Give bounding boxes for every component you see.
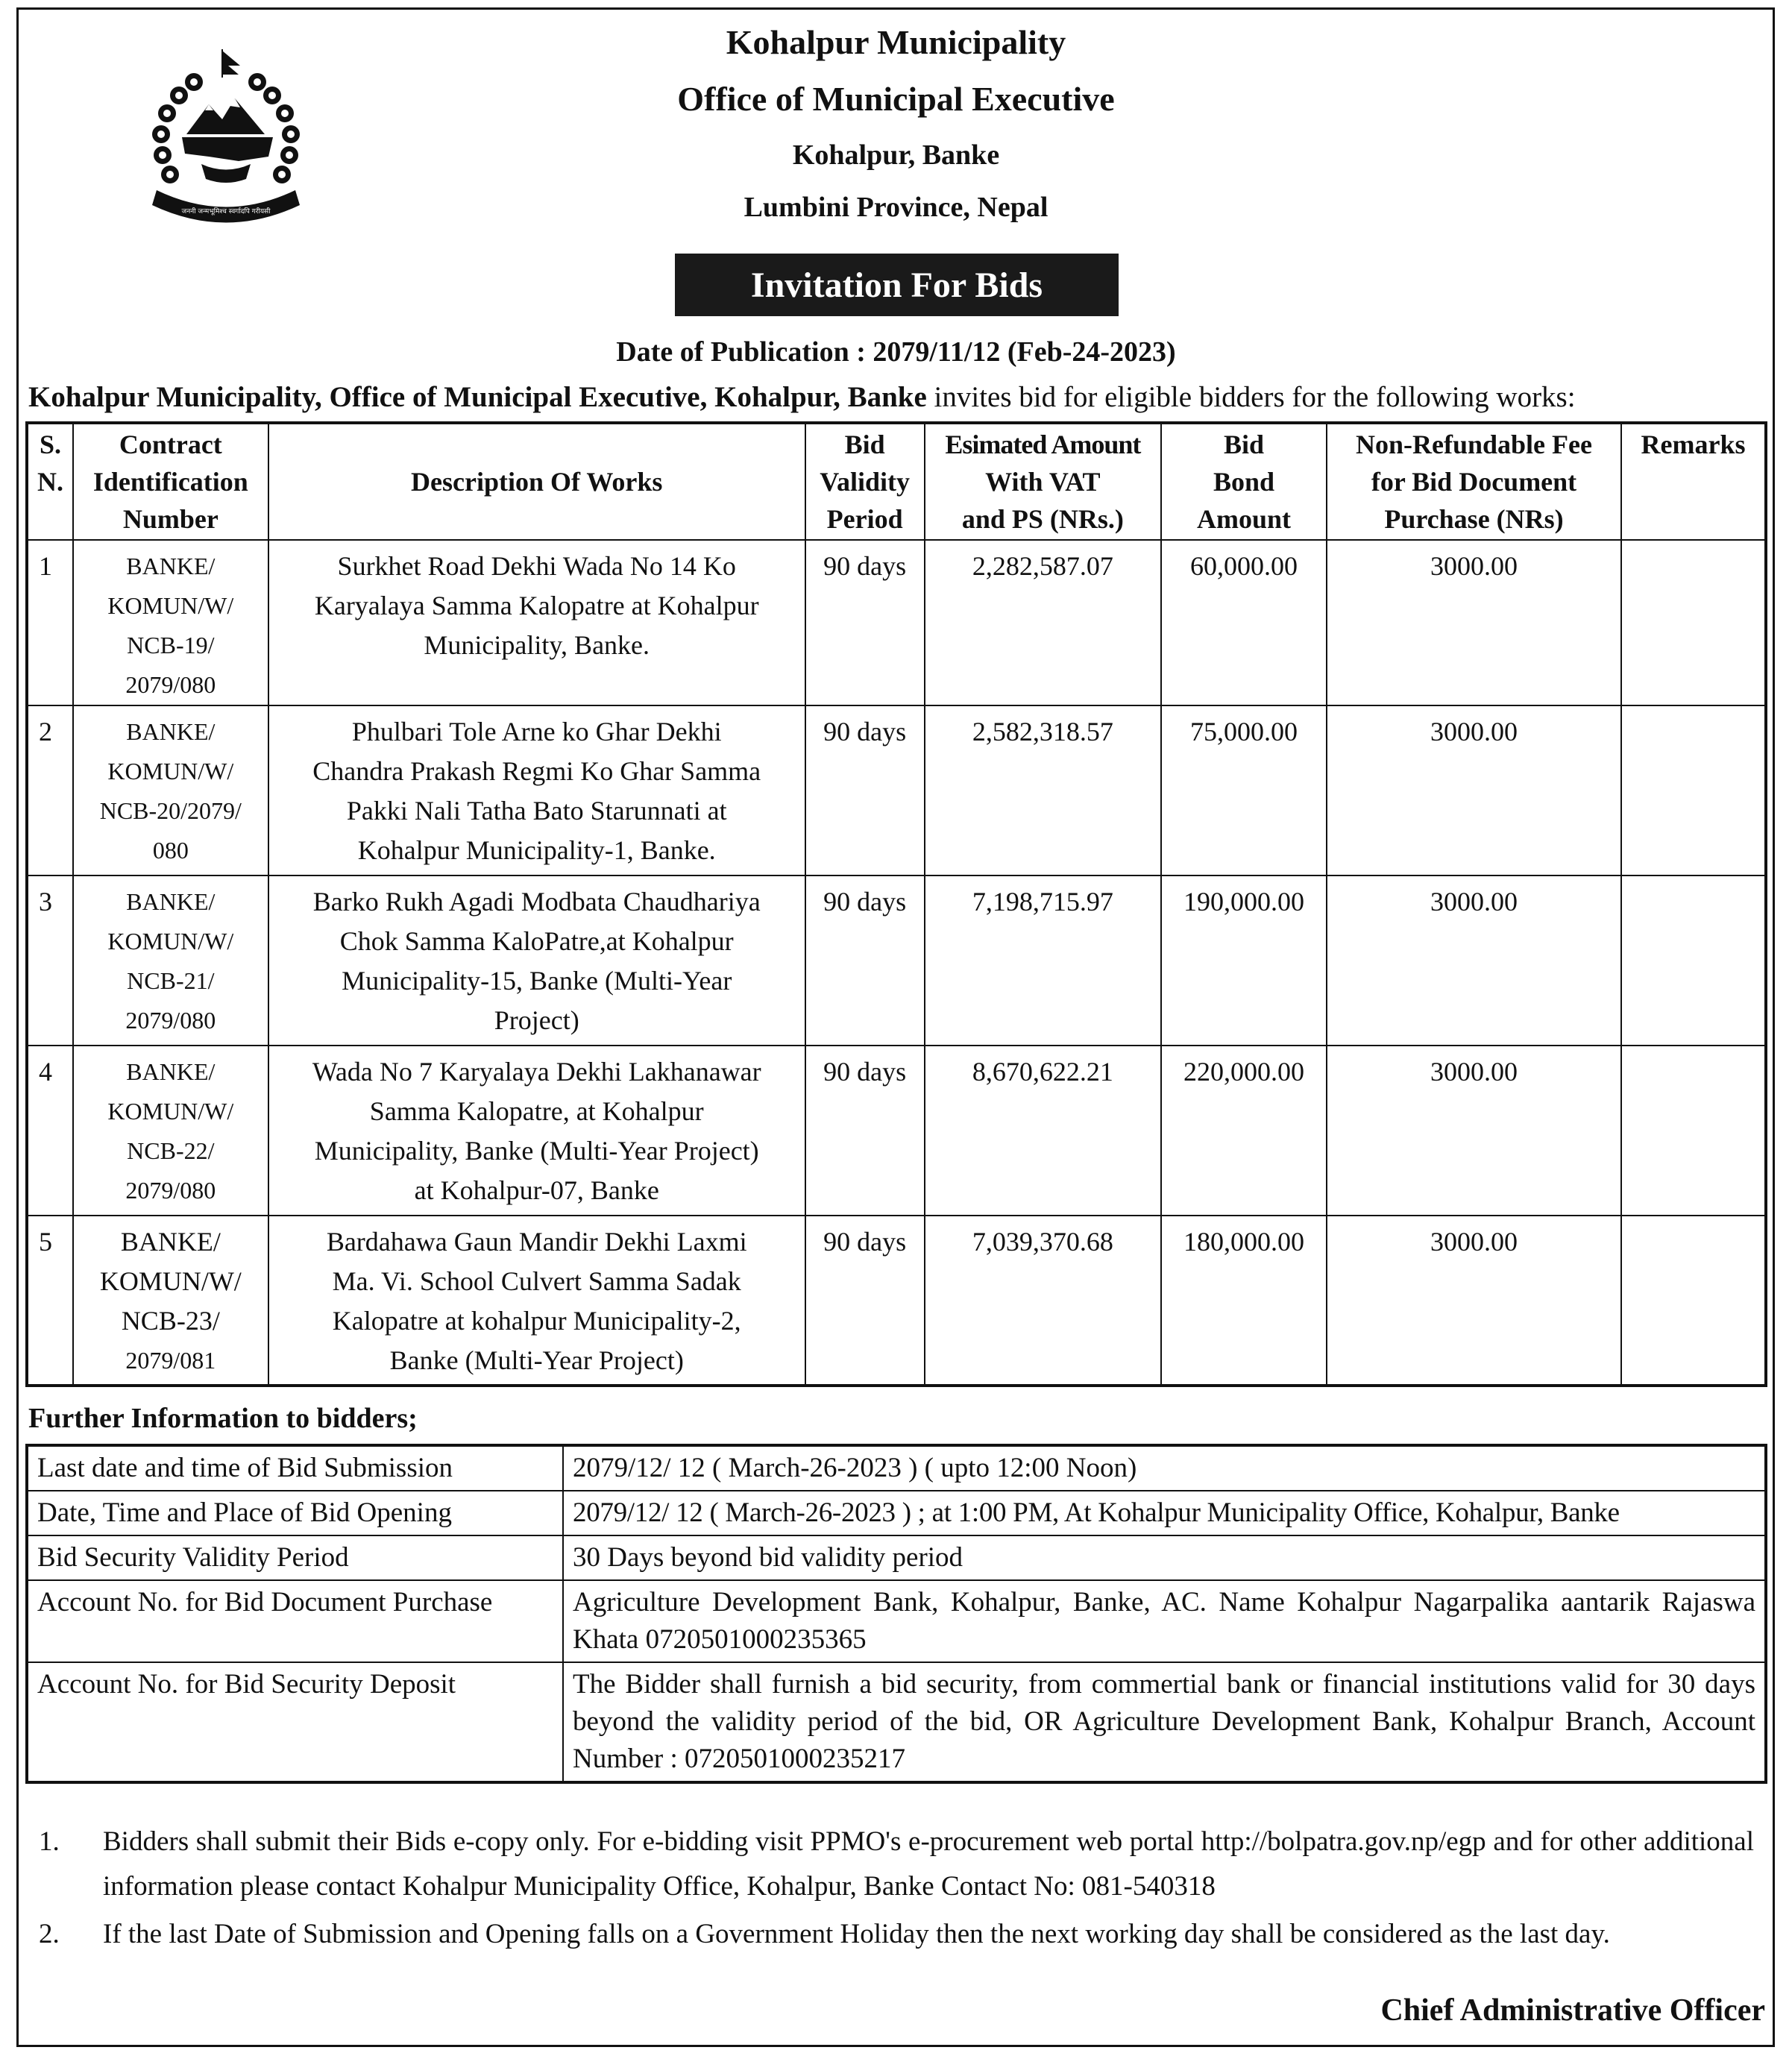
cell-amount: 2,582,318.57 xyxy=(925,705,1162,875)
info-row xyxy=(27,1445,1766,1491)
header-remarks: Remarks xyxy=(1621,423,1766,540)
info-value: 2079/12/ 12 ( March-26-2023 ) ; at 1:00 PM, At Kohalpur Municipality Office, Kohalpur, Banke xyxy=(563,1491,1766,1535)
cell-contract-id: BANKE/ KOMUN/W/ NCB-19/ 2079/080 xyxy=(73,540,268,705)
info-row xyxy=(27,1535,1766,1580)
intro-bold: Kohalpur Municipality, Office of Municipal Executive, Kohalpur, Banke xyxy=(28,381,927,413)
info-row xyxy=(27,1662,1766,1782)
office-name: Office of Municipal Executive xyxy=(677,80,1115,118)
office-province: Lumbini Province, Nepal xyxy=(743,192,1049,223)
cell-sn: 5 xyxy=(27,1216,73,1386)
header-sn: S. N. xyxy=(27,423,73,540)
cell-validity: 90 days xyxy=(805,705,925,875)
cell-bond: 60,000.00 xyxy=(1161,540,1327,705)
cell-amount: 7,039,370.68 xyxy=(925,1216,1162,1386)
cell-remarks xyxy=(1621,540,1766,705)
cell-contract-id: BANKE/ KOMUN/W/ NCB-23/ 2079/081 xyxy=(73,1216,268,1386)
header-fee: Non-Refundable Fee for Bid Document Purchase (NRs) xyxy=(1327,423,1621,540)
intro-paragraph xyxy=(28,380,1773,414)
cell-description: Wada No 7 Karyalaya Dekhi Lakhanawar Samma Kalopatre, at Kohalpur Municipality, Banke (Multi-Year Project) at Kohalpur-07, Banke xyxy=(268,1046,805,1216)
info-label: Date, Time and Place of Bid Opening xyxy=(27,1491,563,1535)
info-value: 30 Days beyond bid validity period xyxy=(563,1535,1766,1580)
header-validity: Bid Validity Period xyxy=(805,423,925,540)
cell-description: Barko Rukh Agadi Modbata Chaudhariya Chok Samma KaloPatre,at Kohalpur Municipality-15, Banke (Multi-Year Project) xyxy=(268,875,805,1046)
list-item xyxy=(39,1912,1754,1957)
cell-contract-id: BANKE/ KOMUN/W/ NCB-20/2079/ 080 xyxy=(73,705,268,875)
cell-remarks xyxy=(1621,1046,1766,1216)
cell-sn: 1 xyxy=(27,540,73,705)
cell-fee: 3000.00 xyxy=(1327,705,1621,875)
cell-validity: 90 days xyxy=(805,875,925,1046)
org-name: Kohalpur Municipality xyxy=(726,23,1066,61)
info-label: Account No. for Bid Security Deposit xyxy=(27,1662,563,1782)
note-number: 1. xyxy=(39,1826,60,1857)
intro-rest: invites bid for eligible bidders for the following works: xyxy=(926,381,1576,413)
cell-validity: 90 days xyxy=(805,1046,925,1216)
cell-fee: 3000.00 xyxy=(1327,540,1621,705)
notice-title: Invitation For Bids xyxy=(675,254,1119,316)
cell-amount: 7,198,715.97 xyxy=(925,875,1162,1046)
info-label: Last date and time of Bid Submission xyxy=(27,1445,563,1491)
cell-description: Surkhet Road Dekhi Wada No 14 Ko Karyalaya Samma Kalopatre at Kohalpur Municipality, Banke. xyxy=(268,540,805,705)
signature-title: Chief Administrative Officer xyxy=(1380,1993,1765,2028)
info-label: Bid Security Validity Period xyxy=(27,1535,563,1580)
note-number: 2. xyxy=(39,1919,60,1949)
further-info-heading: Further Information to bidders; xyxy=(28,1403,418,1434)
cell-validity: 90 days xyxy=(805,540,925,705)
cell-sn: 4 xyxy=(27,1046,73,1216)
header-description: Description Of Works xyxy=(268,423,805,540)
info-label: Account No. for Bid Document Purchase xyxy=(27,1580,563,1662)
emblem-motto: जननी जन्मभूमिश्च स्वर्गादपि गरीयसी xyxy=(181,208,271,216)
cell-fee: 3000.00 xyxy=(1327,1216,1621,1386)
cell-sn: 3 xyxy=(27,875,73,1046)
info-row xyxy=(27,1491,1766,1535)
info-value: The Bidder shall furnish a bid security, from commertial bank or financial institutions valid for 30 days beyond the validity period of the bid, OR Agriculture Development Bank, Kohalpur Branch, Account Number : 0720501000235217 xyxy=(563,1662,1766,1782)
header-contract-id: Contract Identification Number xyxy=(73,423,268,540)
cell-bond: 75,000.00 xyxy=(1161,705,1327,875)
cell-bond: 220,000.00 xyxy=(1161,1046,1327,1216)
table-row xyxy=(27,705,1766,875)
works-table xyxy=(25,421,1767,1387)
info-value: Agriculture Development Bank, Kohalpur, Banke, AC. Name Kohalpur Nagarpalika aantarik Rajaswa Khata 0720501000235365 xyxy=(563,1580,1766,1662)
cell-bond: 180,000.00 xyxy=(1161,1216,1327,1386)
table-row xyxy=(27,1216,1766,1386)
header-amount: Esimated Amount With VAT and PS (NRs.) xyxy=(925,423,1162,540)
cell-fee: 3000.00 xyxy=(1327,875,1621,1046)
cell-fee: 3000.00 xyxy=(1327,1046,1621,1216)
notes-list xyxy=(39,1820,1754,1960)
office-location: Kohalpur, Banke xyxy=(792,139,1000,171)
cell-bond: 190,000.00 xyxy=(1161,875,1327,1046)
works-header-row xyxy=(27,423,1766,540)
table-row xyxy=(27,875,1766,1046)
note-text: Bidders shall submit their Bids e-copy only. For e-bidding visit PPMO's e-procurement web portal http://bolpatra.gov.np/egp and for other additional information please contact Kohalpur Municipality Office, Kohalpur, Banke Contact No: 081-540318 xyxy=(103,1826,1754,1902)
info-value: 2079/12/ 12 ( March-26-2023 ) ( upto 12:00 Noon) xyxy=(563,1445,1766,1491)
cell-contract-id: BANKE/ KOMUN/W/ NCB-21/ 2079/080 xyxy=(73,875,268,1046)
further-info-table xyxy=(25,1444,1767,1784)
cell-remarks xyxy=(1621,875,1766,1046)
cell-description: Phulbari Tole Arne ko Ghar Dekhi Chandra Prakash Regmi Ko Ghar Samma Pakki Nali Tatha Bato Starunnati at Kohalpur Municipality-1, Banke. xyxy=(268,705,805,875)
table-row xyxy=(27,1046,1766,1216)
publication-date: Date of Publication : 2079/11/12 (Feb-24-2023) xyxy=(616,336,1176,368)
cell-remarks xyxy=(1621,705,1766,875)
table-row xyxy=(27,540,1766,705)
list-item xyxy=(39,1820,1754,1909)
cell-contract-id: BANKE/ KOMUN/W/ NCB-22/ 2079/080 xyxy=(73,1046,268,1216)
cell-remarks xyxy=(1621,1216,1766,1386)
cell-amount: 2,282,587.07 xyxy=(925,540,1162,705)
cell-sn: 2 xyxy=(27,705,73,875)
info-row xyxy=(27,1580,1766,1662)
cell-amount: 8,670,622.21 xyxy=(925,1046,1162,1216)
cell-validity: 90 days xyxy=(805,1216,925,1386)
cell-description: Bardahawa Gaun Mandir Dekhi Laxmi Ma. Vi. School Culvert Samma Sadak Kalopatre at kohalpur Municipality-2, Banke (Multi-Year Project) xyxy=(268,1216,805,1386)
note-text: If the last Date of Submission and Opening falls on a Government Holiday then the next working day shall be considered as the last day. xyxy=(103,1919,1610,1949)
header-bond: Bid Bond Amount xyxy=(1161,423,1327,540)
